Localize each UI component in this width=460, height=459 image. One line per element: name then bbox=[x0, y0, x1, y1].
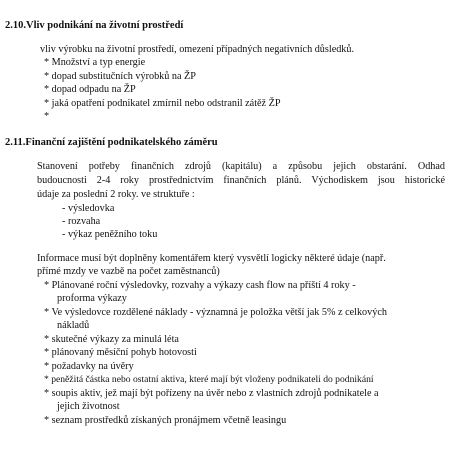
paragraph-line: Stanovení potřeby finančních zdrojů (kapitálu) a způsobu jejich obstarání. Odhad bbox=[37, 161, 445, 172]
list-item: * seznam prostředků získaných pronájmem včetně leasingu bbox=[44, 415, 287, 426]
list-item: - rozvaha bbox=[62, 216, 101, 227]
section-2-10-heading: 2.10.Vliv podnikání na životní prostředí bbox=[5, 20, 184, 31]
list-item: * dopad odpadu na ŽP bbox=[44, 84, 136, 95]
list-item: * plánovaný měsíční pohyb hotovosti bbox=[44, 347, 197, 358]
paragraph-line: Informace musí být doplněny komentářem který vysvětlí logicky některé údaje (např. bbox=[37, 253, 386, 264]
list-item: * Ve výsledovce rozdělené náklady - významná je položka větší jak 5% z celkových bbox=[44, 307, 387, 318]
section-2-11-heading: 2.11.Finanční zajištění podnikatelského záměru bbox=[5, 137, 218, 148]
list-item: * soupis aktiv, jež mají být pořízeny na úvěr nebo z vlastních zdrojů podnikatele a bbox=[44, 388, 379, 399]
paragraph-line: budoucnosti 2-4 roky prostřednictvím finančních plánů. Východiskem jsou historické bbox=[37, 175, 445, 186]
list-item: * skutečné výkazy za minulá léta bbox=[44, 334, 179, 345]
paragraph-line: přímé mzdy ve vazbě na počet zaměstnanců) bbox=[37, 266, 220, 277]
section-2-10-intro: vliv výrobku na životní prostředí, omezení případných negativních důsledků. bbox=[40, 44, 355, 55]
list-item: * dopad substitučních výrobků na ŽP bbox=[44, 71, 196, 82]
list-item-continuation: proforma výkazy bbox=[57, 293, 127, 304]
list-item-continuation: nákladů bbox=[57, 320, 90, 331]
list-item: * jaká opatření podnikatel zmírnil nebo odstranil zátěž ŽP bbox=[44, 98, 281, 109]
list-item: * Množství a typ energie bbox=[44, 57, 146, 68]
list-item: * požadavky na úvěry bbox=[44, 361, 134, 372]
list-item: - výsledovka bbox=[62, 203, 115, 214]
list-item-continuation: jejich životnost bbox=[57, 401, 120, 412]
list-item: * bbox=[44, 111, 50, 122]
list-item: * Plánované roční výsledovky, rozvahy a výkazy cash flow na příští 4 roky - bbox=[44, 280, 356, 291]
paragraph-line: údaje za poslední 2 roky. ve struktuře : bbox=[37, 189, 195, 200]
list-item: - výkaz peněžního toku bbox=[62, 229, 158, 240]
list-item: * peněžitá částka nebo ostatní aktiva, které mají být vloženy podnikateli do podnikání bbox=[44, 374, 374, 385]
